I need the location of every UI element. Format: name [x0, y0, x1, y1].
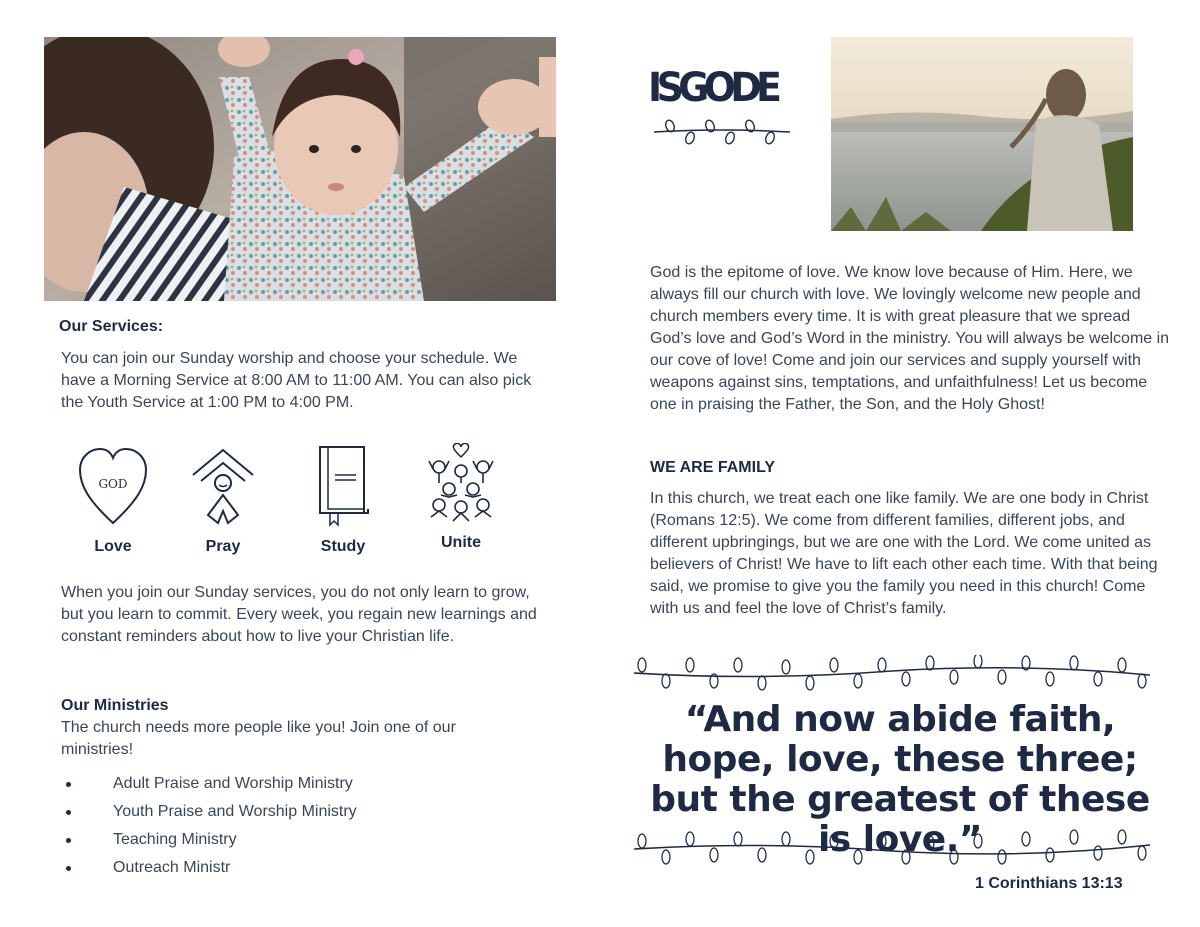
services-heading: Our Services: [59, 318, 164, 335]
logo-text: ISGODE [648, 65, 777, 111]
family-heading: WE ARE FAMILY [650, 459, 776, 476]
love-label: Love [94, 538, 132, 555]
praying-hands-icon [188, 445, 258, 527]
ministries-intro: The church needs more people like you! Join one of our ministries! [61, 719, 456, 758]
intro-text: God is the epitome of love. We know love because of Him. Here, we always fill our church with love. We lovingly welcome new people and church members every time. It is with great pleasure that we spread God’s love and God’s Word in the ministry. You will always be welcome in our cove of love! Come and join our services and supply yourself with weapons against sins, temptations, and unfaithfulness! Let us become one in praising the Father, the Son, and the Holy Ghost! [650, 264, 1170, 413]
heart-icon-text: GOD [98, 477, 128, 491]
quote-citation: 1 Corinthians 13:13 [975, 875, 1123, 892]
book-icon [308, 445, 378, 527]
unite-item [406, 443, 516, 552]
love-item [58, 445, 168, 556]
logo [648, 58, 808, 153]
study-item [288, 445, 398, 556]
vine-border-top-icon [632, 655, 1152, 695]
list-item: Adult Praise and Worship Ministry [61, 770, 531, 798]
services-text: You can join our Sunday worship and choose your schedule. We have a Morning Service at 8:00 AM to 11:00 AM. You can also pick the Youth Service at 1:00 PM to 4:00 PM. [61, 350, 532, 411]
ministries-heading: Our Ministries [61, 697, 169, 714]
vine-ornament-icon [652, 118, 792, 148]
commit-text: When you join our Sunday services, you do not only learn to grow, but you learn to commit. Every week, you regain new learnings and constant reminders about how to live your Christian life. [61, 584, 537, 645]
people-group-icon [421, 443, 501, 527]
list-item: Youth Praise and Worship Ministry [61, 798, 531, 826]
vine-border-bottom-icon [632, 827, 1152, 867]
list-item: Outreach Ministr [61, 854, 531, 882]
unite-label: Unite [441, 534, 481, 551]
heart-icon [78, 445, 148, 527]
pray-label: Pray [205, 538, 241, 555]
seaside-photo [831, 37, 1133, 231]
bible-quote: “And now abide faith, hope, love, these three; but the greatest of these is love.” [650, 699, 1150, 860]
list-item: Teaching Ministry [61, 826, 531, 854]
study-label: Study [320, 538, 366, 555]
family-photo [44, 37, 556, 301]
family-text: In this church, we treat each one like family. We are one body in Christ (Romans 12:5). We come from different families, different jobs, and different upbringings, but we are one with the Lord. We come united as believers of Christ! We have to lift each other each time. With that being said, we promise to give you the family you need in this church! Come with us and feel the love of Christ’s family. [650, 490, 1158, 617]
pray-item [168, 445, 278, 556]
ministries-list [61, 770, 531, 882]
